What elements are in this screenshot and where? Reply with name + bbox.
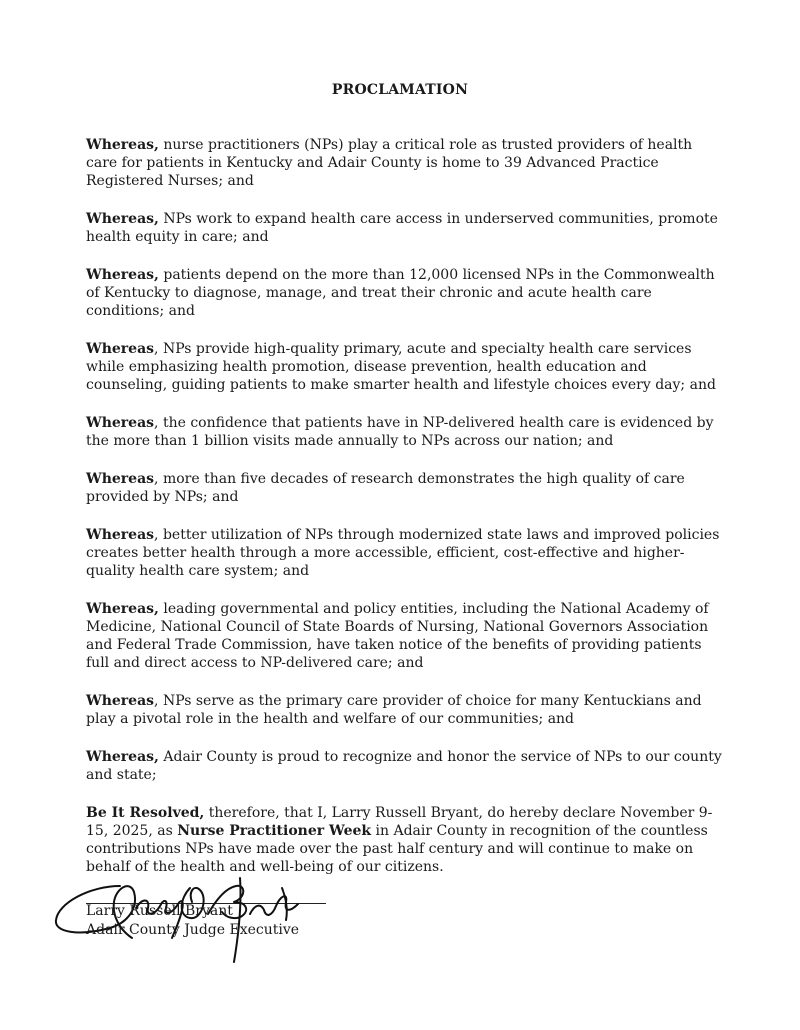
paragraph-lead: Whereas <box>86 341 155 357</box>
paragraph-text: , better utilization of NPs through modernized state laws and improved policies creates better health through a more accessible, efficient, cost-effective and higher-quality health care system; and <box>86 527 720 579</box>
signature-block <box>86 902 386 940</box>
whereas-paragraph <box>86 692 726 728</box>
paragraph-text: , NPs serve as the primary care provider of choice for many Kentuckians and play a pivotal role in the health and welfare of our communities; and <box>86 693 702 727</box>
whereas-paragraph <box>86 526 726 580</box>
paragraph-text: , NPs provide high-quality primary, acute and specialty health care services while emphasizing health promotion, disease prevention, health education and counseling, guiding patients to make smarter health and lifestyle choices every day; and <box>86 341 716 393</box>
signatory-name: Larry Russell Bryant <box>86 903 233 919</box>
paragraph-text: nurse practitioners (NPs) play a critical role as trusted providers of health care for patients in Kentucky and Adair County is home to 39 Advanced Practice Registered Nurses; and <box>86 137 693 189</box>
paragraph-lead: Whereas, <box>86 267 159 283</box>
whereas-paragraph <box>86 136 726 190</box>
paragraph-text: Adair County is proud to recognize and honor the service of NPs to our county and state; <box>86 749 722 783</box>
paragraph-lead: Whereas, <box>86 601 159 617</box>
resolution-text-after: in Adair County in recognition of the countless contributions NPs have made over the past half century and will continue to make on behalf of the health and well-being of our citizens. <box>86 823 708 875</box>
resolution-lead: Be It Resolved, <box>86 805 205 821</box>
paragraph-text: , the confidence that patients have in NP-delivered health care is evidenced by the more than 1 billion visits made annually to NPs across our nation; and <box>86 415 714 449</box>
resolution-text-before: therefore, that I, Larry Russell Bryant, do hereby declare November 9-15, 2025, as <box>86 805 713 839</box>
paragraph-lead: Whereas, <box>86 211 159 227</box>
whereas-paragraph <box>86 414 726 450</box>
proclamation-body <box>86 136 726 896</box>
whereas-paragraph <box>86 600 726 672</box>
paragraph-lead: Whereas <box>86 415 155 431</box>
paragraph-lead: Whereas <box>86 471 155 487</box>
paragraph-text: leading governmental and policy entities, including the National Academy of Medicine, National Council of State Boards of Nursing, National Governors Association and Federal Trade Commission, have taken notice of the benefits of providing patients full and direct access to NP-delivered care; and <box>86 601 709 671</box>
page-title: PROCLAMATION <box>331 82 469 98</box>
signatory-title: Adair County Judge Executive <box>86 922 300 938</box>
paragraph-lead: Whereas <box>86 527 155 543</box>
whereas-paragraph <box>86 340 726 394</box>
paragraph-lead: Whereas, <box>86 137 159 153</box>
whereas-paragraph <box>86 470 726 506</box>
paragraph-text: NPs work to expand health care access in underserved communities, promote health equity in care; and <box>86 211 718 245</box>
whereas-paragraph <box>86 748 726 784</box>
resolution-highlight: Nurse Practitioner Week <box>177 823 372 839</box>
paragraph-text: patients depend on the more than 12,000 licensed NPs in the Commonwealth of Kentucky to diagnose, manage, and treat their chronic and acute health care conditions; and <box>86 267 715 319</box>
paragraph-lead: Whereas <box>86 693 155 709</box>
paragraph-lead: Whereas, <box>86 749 159 765</box>
whereas-paragraph <box>86 266 726 320</box>
paragraph-text: , more than five decades of research demonstrates the high quality of care provided by NPs; and <box>86 471 685 505</box>
whereas-paragraph <box>86 210 726 246</box>
